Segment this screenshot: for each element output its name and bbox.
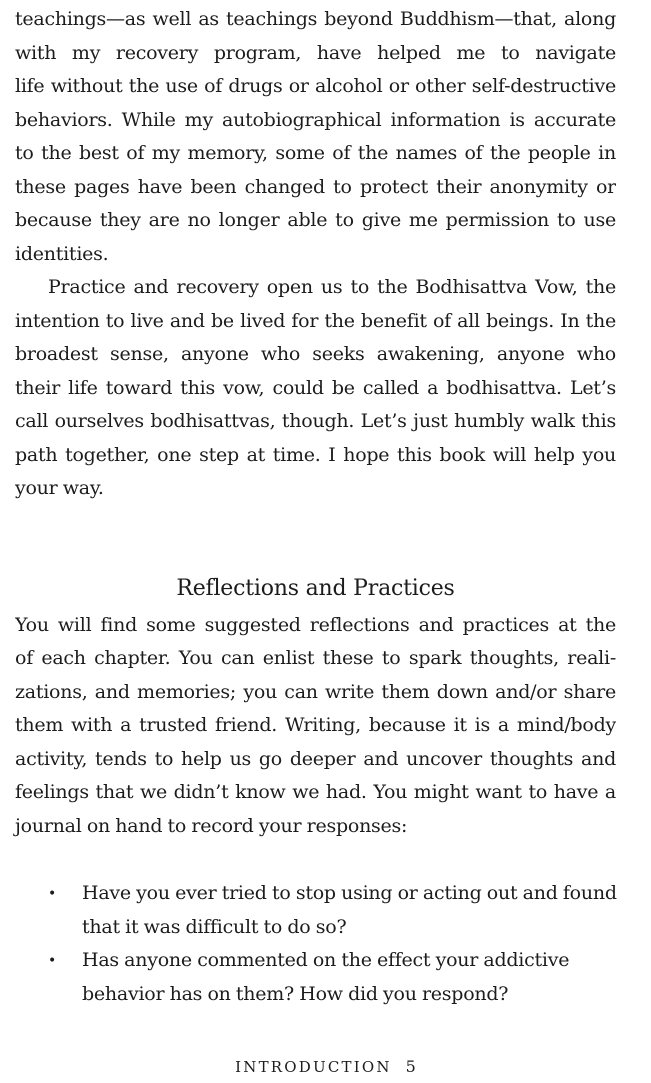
bullet-icon: • — [48, 953, 57, 969]
text-line: call ourselves bodhisattvas, though. Let’s just humbly walk this — [15, 410, 616, 432]
text-line: feelings that we didn’t know we had. You might want to have a — [15, 781, 616, 803]
text-line: these pages have been changed to protect their anonymity or — [15, 175, 616, 198]
text-line: activity, tends to help us go deeper and uncover thoughts and — [15, 747, 616, 770]
text-line: identities. — [15, 242, 109, 265]
list-item — [15, 877, 616, 944]
text-line: that it was difficult to do so? — [82, 915, 347, 938]
text-line: them with a trusted friend. Writing, because it is a mind/body — [15, 714, 616, 736]
text-line: behaviors. While my autobiographical information is accurate — [15, 108, 616, 131]
text-line: to the best of my memory, some of the names of the people in — [15, 142, 616, 164]
paragraph-recovery-teachings — [15, 3, 616, 271]
text-line: your way. — [15, 477, 104, 499]
text-line: Practice and recovery open us to the Bodhisattva Vow, the — [48, 276, 616, 298]
text-line: broadest sense, anyone who seeks awakening, anyone who — [15, 343, 616, 365]
section-heading: Reflections and Practices — [176, 575, 455, 601]
text-line: journal on hand to record your responses: — [15, 814, 408, 837]
text-line: path together, one step at time. I hope this book will help you — [15, 443, 616, 466]
list-item — [15, 944, 616, 1011]
paragraph-bodhisattva-vow — [15, 271, 616, 506]
text-line: life without the use of drugs or alcohol or other self-destructive — [15, 75, 616, 97]
bullet-icon: • — [48, 886, 57, 902]
book-page — [15, 0, 616, 1011]
text-line: because they are no longer able to give me permission to use — [15, 209, 616, 231]
text-line: intention to live and be lived for the benefit of all beings. In the — [15, 309, 616, 332]
text-line: You will find some suggested reflections and practices at the — [15, 613, 616, 636]
paragraph-reflections-intro — [15, 609, 616, 844]
page-number: 5 — [405, 1057, 416, 1076]
text-line: of each chapter. You can enlist these to spark thoughts, reali- — [15, 647, 616, 669]
running-head: INTRODUCTION — [235, 1058, 392, 1076]
reflection-questions-list — [15, 877, 616, 1011]
text-line: Has anyone commented on the effect your addictive — [82, 949, 570, 971]
text-line: zations, and memories; you can write them down and/or share — [15, 680, 616, 703]
text-line: behavior has on them? How did you respond? — [82, 982, 509, 1005]
text-line: Have you ever tried to stop using or acting out and found — [82, 882, 617, 904]
text-line: teachings—as well as teachings beyond Buddhism—that, along — [15, 8, 616, 30]
text-line: with my recovery program, have helped me to navigate — [15, 41, 616, 64]
page-footer — [0, 1055, 651, 1079]
text-line: their life toward this vow, could be called a bodhisattva. Let’s — [15, 376, 616, 399]
